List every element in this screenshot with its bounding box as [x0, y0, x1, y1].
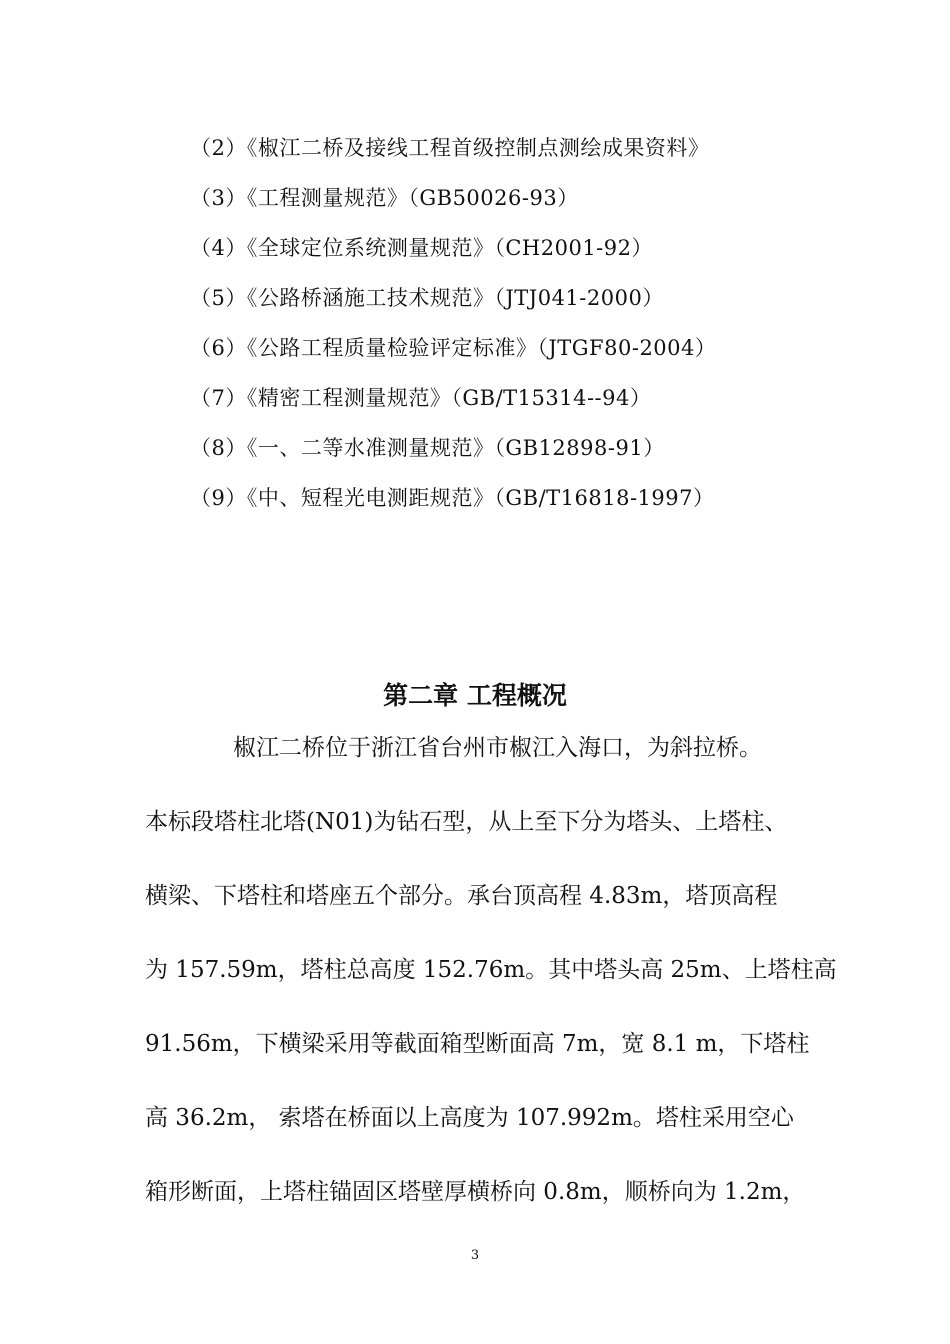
reference-item: （5）《公路桥涵施工技术规范》（JTJ041-2000）	[190, 286, 664, 310]
paragraph-line: 椒江二桥位于浙江省台州市椒江入海口，为斜拉桥。	[233, 735, 762, 761]
paragraph-line: 本标段塔柱北塔(N01)为钻石型，从上至下分为塔头、上塔柱、	[145, 809, 788, 835]
paragraph-line: 为 157.59m，塔柱总高度 152.76m。其中塔头高 25m、上塔柱高	[145, 957, 837, 983]
reference-item: （8）《一、二等水准测量规范》（GB12898-91）	[190, 436, 665, 460]
paragraph-line: 箱形断面，上塔柱锚固区塔壁厚横桥向 0.8m，顺桥向为 1.2m，	[145, 1179, 806, 1205]
chapter-title: 第二章 工程概况	[383, 681, 567, 710]
reference-item: （4）《全球定位系统测量规范》（CH2001-92）	[190, 236, 654, 260]
reference-item: （9）《中、短程光电测距规范》（GB/T16818-1997）	[190, 486, 715, 510]
paragraph-line: 91.56m，下横梁采用等截面箱型断面高 7m，宽 8.1 m，下塔柱	[145, 1031, 810, 1057]
paragraph-line: 横梁、下塔柱和塔座五个部分。承台顶高程 4.83m，塔顶高程	[145, 883, 778, 909]
paragraph-line: 高 36.2m， 索塔在桥面以上高度为 107.992m。塔柱采用空心	[145, 1105, 794, 1131]
reference-item: （3）《工程测量规范》（GB50026-93）	[190, 186, 579, 210]
page-number: 3	[470, 1248, 480, 1263]
reference-item: （7）《精密工程测量规范》（GB/T15314--94）	[190, 386, 652, 410]
reference-list	[190, 128, 716, 528]
reference-item: （6）《公路工程质量检验评定标准》（JTGF80-2004）	[190, 336, 717, 360]
reference-item: （2）《椒江二桥及接线工程首级控制点测绘成果资料》	[190, 136, 710, 160]
